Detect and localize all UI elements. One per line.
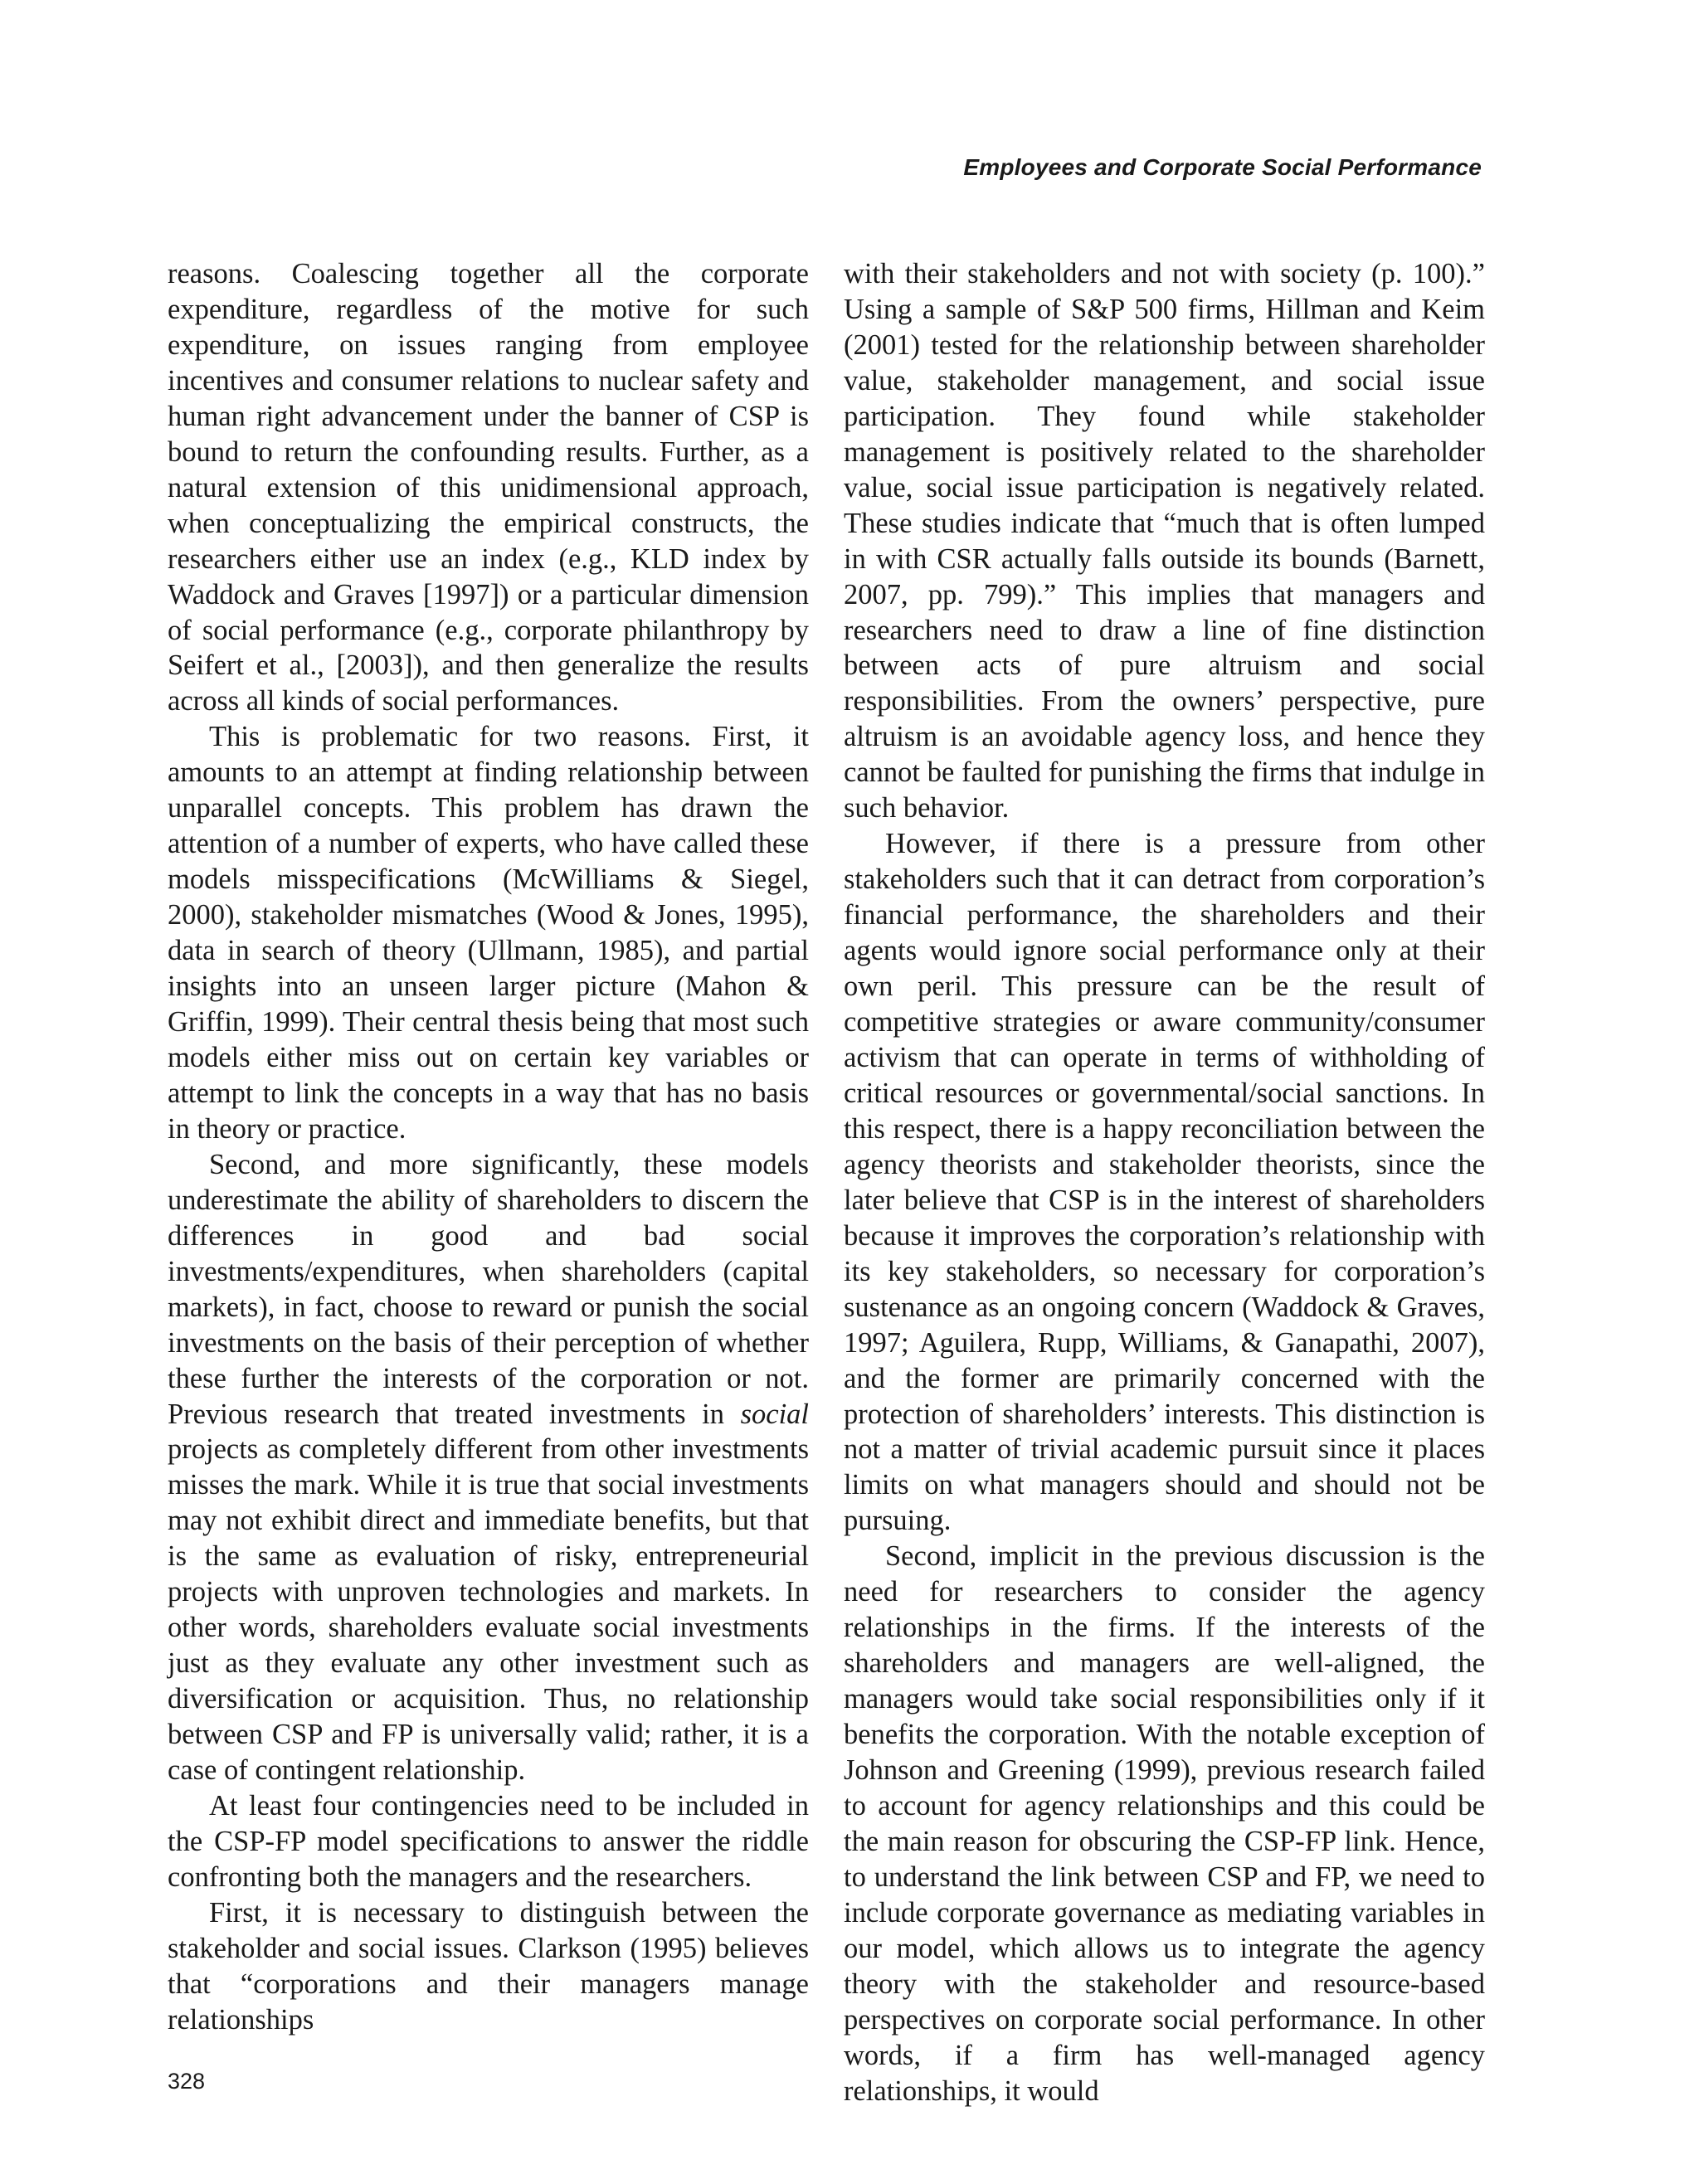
paragraph: Second, implicit in the previous discussion is the need for researchers to consider the agency relationships in the firms. If the interests of the shareholders and managers are well-aligned, the managers would take social responsibilities only if it benefits the corporation. With the notable exception of Johnson and Greening (1999), previous research failed to account for agency relationships and this could be the main reason for obscuring the CSP-FP link. Hence, to understand the link between CSP and FP, we need to include corporate governance as mediating variables in our model, which allows us to integrate the agency theory with the stakeholder and resource-based perspectives on corporate social performance. In other words, if a firm has well-managed agency relationships, it would [844,1540,1485,2107]
right-text-column [844,256,1485,2109]
running-head-title: Employees and Corporate Social Performance [963,154,1482,180]
paragraph [168,1147,809,1788]
paragraph-text: projects as completely different from other investments misses the mark. While it is true that social investments may not exhibit direct and immediate benefits, but that is the same as evaluation of risky, entrepreneurial projects with unproven technologies and markets. In other words, shareholders evaluate social investments just as they evaluate any other investment such as diversification or acquisition. Thus, no relationship between CSP and FP is universally valid; rather, it is a case of contingent relationship. [168,1433,809,1787]
paragraph: This is problematic for two reasons. First, it amounts to an attempt at finding relationship between unparallel concepts. This problem has drawn the attention of a number of experts, who have called these models misspecifications (McWilliams & Siegel, 2000), stakeholder mismatches (Wood & Jones, 1995), data in search of theory (Ullmann, 1985), and partial insights into an unseen larger picture (Mahon & Griffin, 1999). Their central thesis being that most such models either miss out on certain key variables or attempt to link the concepts in a way that has no basis in theory or practice. [168,721,809,1145]
left-text-column [168,256,809,2038]
paragraph: with their stakeholders and not with society (p. 100).” Using a sample of S&P 500 firms, Hillman and Keim (2001) tested for the relationship between shareholder value, stakeholder management, and social issue participation. They found while stakeholder management is positively related to the shareholder value, social issue participation is negatively related. These studies indicate that “much that is often lumped in with CSR actually falls outside its bounds (Barnett, 2007, pp. 799).” This implies that managers and researchers need to draw a line of fine distinction between acts of pure altruism and social responsibilities. From the owners’ perspective, pure altruism is an avoidable agency loss, and hence they cannot be faulted for punishing the firms that indulge in such behavior. [844,258,1485,824]
paragraph-text: Second, and more significantly, these models underestimate the ability of shareholders to discern the differences in good and bad social investments/expenditures, when shareholders (capital markets), in fact, choose to reward or punish the social investments on the basis of their perception of whether these further the interests of the corporation or not. Previous research that treated investments in [168,1148,809,1430]
page-number: 328 [168,2069,206,2094]
paragraph: reasons. Coalescing together all the corporate expenditure, regardless of the motive for such expenditure, on issues ranging from employee incentives and consumer relations to nuclear safety and human right advancement under the banner of CSP is bound to return the confounding results. Further, as a natural extension of this unidimensional approach, when conceptualizing the empirical constructs, the researchers either use an index (e.g., KLD index by Waddock and Graves [1997]) or a particular dimension of social performance (e.g., corporate philanthropy by Seifert et al., [2003]), and then generalize the results across all kinds of social performances. [168,258,809,717]
paragraph: At least four contingencies need to be included in the CSP-FP model specifications to answer the riddle confronting both the managers and the researchers. [168,1789,809,1893]
italic-emphasis: social [740,1398,809,1430]
paragraph: First, it is necessary to distinguish between the stakeholder and social issues. Clarkson (1995) believes that “corporations and their managers manage relationships [168,1896,809,2036]
paragraph: However, if there is a pressure from other stakeholders such that it can detract from corporation’s financial performance, the shareholders and their agents would ignore social performance only at their own peril. This pressure can be the result of competitive strategies or aware community/consumer activism that can operate in terms of withholding of critical resources or governmental/social sanctions. In this respect, there is a happy reconciliation between the agency theorists and stakeholder theorists, since the later believe that CSP is in the interest of shareholders because it improves the corporation’s relationship with its key stakeholders, so necessary for corporation’s sustenance as an ongoing concern (Waddock & Graves, 1997; Aguilera, Rupp, Williams, & Ganapathi, 2007), and the former are primarily concerned with the protection of shareholders’ interests. This distinction is not a matter of trivial academic pursuit since it places limits on what managers should and should not be pursuing. [844,828,1485,1537]
